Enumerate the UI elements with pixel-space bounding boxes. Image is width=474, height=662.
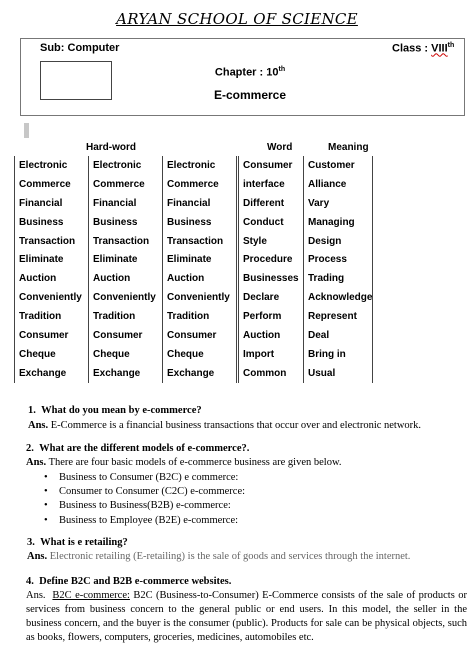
photo-box bbox=[40, 61, 112, 100]
q3-ans-label: Ans. bbox=[27, 551, 48, 562]
meaning-cell: Trading bbox=[304, 269, 373, 288]
meaning-cell: Represent bbox=[304, 307, 373, 326]
word-meaning-row bbox=[239, 213, 373, 232]
hard-word-cell: Financial bbox=[163, 194, 237, 213]
q4-sub-label: B2C e-commerce: bbox=[52, 590, 130, 601]
word-meaning-row bbox=[239, 194, 373, 213]
hard-word-cell: Consumer bbox=[163, 326, 237, 345]
question-2 bbox=[26, 442, 456, 528]
question-3 bbox=[27, 536, 457, 564]
q1-ans-label: Ans. bbox=[28, 420, 49, 431]
q3-text: What is e retailing? bbox=[40, 537, 128, 548]
hard-word-cell: Business bbox=[89, 213, 163, 232]
hard-word-cell: Transaction bbox=[163, 232, 237, 251]
word-cell: interface bbox=[239, 175, 304, 194]
word-meaning-row bbox=[239, 232, 373, 251]
model-item: • Business to Employee (B2E) e-commerce: bbox=[44, 514, 456, 528]
hard-word-row bbox=[15, 156, 237, 175]
hard-word-cell: Financial bbox=[15, 194, 89, 213]
q2-ans-label: Ans. bbox=[26, 457, 47, 468]
question-1 bbox=[28, 404, 458, 433]
school-name: ARYAN SCHOOL OF SCIENCE bbox=[116, 10, 358, 28]
word-meaning-table bbox=[238, 156, 373, 383]
q1-answer: E-Commerce is a financial business transactions that occur over and electronic network. bbox=[48, 420, 422, 431]
meaning-cell: Process bbox=[304, 250, 373, 269]
word-cell: Businesses bbox=[239, 269, 304, 288]
word-meaning-row bbox=[239, 250, 373, 269]
hard-word-row bbox=[15, 175, 237, 194]
model-item: • Consumer to Consumer (C2C) e-commerce: bbox=[44, 485, 456, 499]
class-label bbox=[392, 42, 454, 55]
meaning-heading: Meaning bbox=[328, 142, 369, 153]
q2-answer: There are four basic models of e-commerce business are given below. bbox=[46, 457, 342, 468]
hard-word-row bbox=[15, 232, 237, 251]
word-cell: Common bbox=[239, 364, 304, 383]
hard-word-cell: Transaction bbox=[15, 232, 89, 251]
word-meaning-row bbox=[239, 288, 373, 307]
word-cell: Import bbox=[239, 345, 304, 364]
q1-text: What do you mean by e-commerce? bbox=[41, 405, 202, 416]
hard-word-cell: Business bbox=[163, 213, 237, 232]
chapter-number bbox=[190, 66, 310, 79]
hard-word-cell: Business bbox=[15, 213, 89, 232]
hard-word-cell: Conveniently bbox=[15, 288, 89, 307]
hard-word-row bbox=[15, 345, 237, 364]
hard-word-cell: Transaction bbox=[89, 232, 163, 251]
hard-word-row bbox=[15, 250, 237, 269]
meaning-cell: Managing bbox=[304, 213, 373, 232]
hard-word-cell: Conveniently bbox=[163, 288, 237, 307]
word-meaning-row bbox=[239, 326, 373, 345]
class-value: VIII bbox=[431, 42, 448, 55]
hard-word-cell: Eliminate bbox=[15, 250, 89, 269]
hard-word-cell: Electronic bbox=[15, 156, 89, 175]
hard-word-cell: Electronic bbox=[163, 156, 237, 175]
meaning-cell: Deal bbox=[304, 326, 373, 345]
q2-text: What are the different models of e-commerce?. bbox=[39, 443, 250, 454]
hard-word-table bbox=[14, 156, 237, 383]
hard-word-cell: Cheque bbox=[163, 345, 237, 364]
word-cell: Auction bbox=[239, 326, 304, 345]
meaning-cell: Design bbox=[304, 232, 373, 251]
meaning-cell: Alliance bbox=[304, 175, 373, 194]
word-meaning-row bbox=[239, 307, 373, 326]
hard-word-cell: Tradition bbox=[163, 307, 237, 326]
hard-word-cell: Auction bbox=[89, 269, 163, 288]
model-item: • Business to Business(B2B) e-commerce: bbox=[44, 499, 456, 513]
hard-word-cell: Exchange bbox=[15, 364, 89, 383]
hard-word-row bbox=[15, 288, 237, 307]
word-cell: Consumer bbox=[239, 156, 304, 175]
q1-number: 1. bbox=[28, 405, 36, 416]
q3-answer: Electronic retailing (E-retailing) is the sale of goods and services through the internet. bbox=[47, 551, 411, 562]
word-meaning-row bbox=[239, 269, 373, 288]
word-cell: Procedure bbox=[239, 250, 304, 269]
word-cell: Declare bbox=[239, 288, 304, 307]
hard-word-cell: Commerce bbox=[163, 175, 237, 194]
hard-word-heading: Hard-word bbox=[86, 142, 136, 153]
word-meaning-row bbox=[239, 364, 373, 383]
meaning-cell: Acknowledge bbox=[304, 288, 373, 307]
word-meaning-row bbox=[239, 175, 373, 194]
meaning-cell: Usual bbox=[304, 364, 373, 383]
word-cell: Conduct bbox=[239, 213, 304, 232]
margin-mark bbox=[24, 123, 29, 138]
question-4 bbox=[26, 575, 467, 645]
hard-word-row bbox=[15, 326, 237, 345]
chapter-suffix: th bbox=[278, 66, 286, 73]
hard-word-cell: Exchange bbox=[163, 364, 237, 383]
model-item: • Business to Consumer (B2C) e commerce: bbox=[44, 471, 456, 485]
q4-ans-label: Ans. bbox=[26, 590, 46, 601]
hard-word-cell: Auction bbox=[163, 269, 237, 288]
meaning-cell: Bring in bbox=[304, 345, 373, 364]
model-list bbox=[44, 471, 456, 528]
hard-word-row bbox=[15, 213, 237, 232]
class-suffix: th bbox=[447, 42, 455, 49]
hard-word-cell: Electronic bbox=[89, 156, 163, 175]
q4-answer: B2C (Business-to-Consumer) E-Commerce consists of the sale of products or services from business concern to the general public or end users. In this model, the seller in the business concern, and the buyer is the consumer (public). Products for sale can be physical objects, such as books, flowers, computers, groceries, medicines, automobiles etc. bbox=[26, 590, 467, 643]
word-meaning-row bbox=[239, 345, 373, 364]
hard-word-cell: Commerce bbox=[89, 175, 163, 194]
chapter-title: E-commerce bbox=[213, 88, 287, 102]
hard-word-cell: Cheque bbox=[89, 345, 163, 364]
meaning-cell: Vary bbox=[304, 194, 373, 213]
hard-word-row bbox=[15, 194, 237, 213]
word-heading: Word bbox=[267, 142, 293, 153]
q2-number: 2. bbox=[26, 443, 34, 454]
hard-word-cell: Commerce bbox=[15, 175, 89, 194]
hard-word-cell: Exchange bbox=[89, 364, 163, 383]
chapter-label: Chapter : 10 bbox=[214, 66, 279, 79]
hard-word-cell: Consumer bbox=[89, 326, 163, 345]
hard-word-cell: Tradition bbox=[89, 307, 163, 326]
hard-word-cell: Consumer bbox=[15, 326, 89, 345]
hard-word-row bbox=[15, 269, 237, 288]
hard-word-cell: Auction bbox=[15, 269, 89, 288]
hard-word-row bbox=[15, 307, 237, 326]
hard-word-cell: Cheque bbox=[15, 345, 89, 364]
meaning-cell: Customer bbox=[304, 156, 373, 175]
class-label-text: Class : bbox=[392, 42, 432, 55]
hard-word-cell: Conveniently bbox=[89, 288, 163, 307]
word-cell: Style bbox=[239, 232, 304, 251]
hard-word-cell: Tradition bbox=[15, 307, 89, 326]
hard-word-cell: Eliminate bbox=[89, 250, 163, 269]
q4-number: 4. bbox=[26, 576, 34, 587]
q4-text: Define B2C and B2B e-commerce websites. bbox=[39, 576, 232, 587]
q3-number: 3. bbox=[27, 537, 35, 548]
hard-word-row bbox=[15, 364, 237, 383]
word-cell: Different bbox=[239, 194, 304, 213]
subject-label: Sub: Computer bbox=[40, 42, 120, 54]
hard-word-cell: Eliminate bbox=[163, 250, 237, 269]
word-cell: Perform bbox=[239, 307, 304, 326]
hard-word-cell: Financial bbox=[89, 194, 163, 213]
word-meaning-row bbox=[239, 156, 373, 175]
